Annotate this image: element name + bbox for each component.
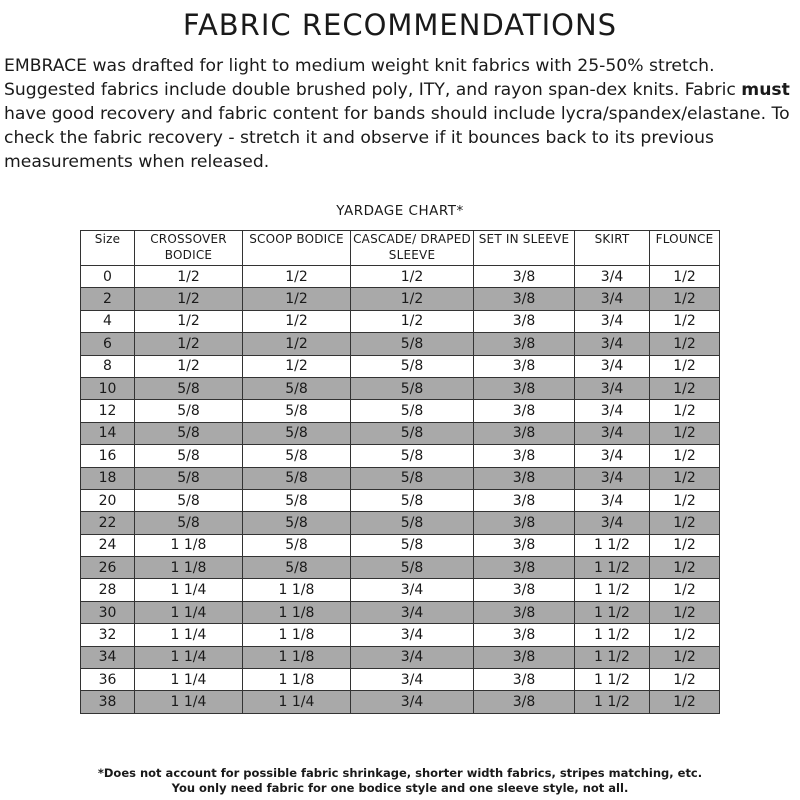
cell-crossover-bodice: 1/2	[135, 333, 243, 355]
cell-skirt: 3/4	[575, 266, 650, 288]
cell-cascade-sleeve: 5/8	[351, 445, 474, 467]
cell-cascade-sleeve: 3/4	[351, 646, 474, 668]
cell-flounce: 1/2	[650, 422, 720, 444]
cell-scoop-bodice: 1/2	[243, 288, 351, 310]
intro-paragraph	[4, 54, 798, 174]
cell-scoop-bodice: 5/8	[243, 512, 351, 534]
cell-skirt: 1 1/2	[575, 534, 650, 556]
cell-scoop-bodice: 5/8	[243, 422, 351, 444]
cell-crossover-bodice: 5/8	[135, 422, 243, 444]
cell-set-in-sleeve: 3/8	[474, 288, 575, 310]
cell-scoop-bodice: 5/8	[243, 489, 351, 511]
intro-emphasis: must	[741, 80, 790, 100]
cell-scoop-bodice: 1 1/8	[243, 601, 351, 623]
cell-size: 8	[81, 355, 135, 377]
cell-cascade-sleeve: 5/8	[351, 400, 474, 422]
cell-scoop-bodice: 1 1/8	[243, 646, 351, 668]
table-row	[81, 467, 720, 489]
cell-size: 30	[81, 601, 135, 623]
intro-text-part2: have good recovery and fabric content for bands should include lycra/spandex/elastane. To check the fabric recovery - stretch it and observe if it bounces back to its previous measurements when released.	[4, 104, 790, 172]
cell-set-in-sleeve: 3/8	[474, 534, 575, 556]
cell-crossover-bodice: 5/8	[135, 400, 243, 422]
table-row	[81, 534, 720, 556]
cell-cascade-sleeve: 5/8	[351, 333, 474, 355]
cell-flounce: 1/2	[650, 512, 720, 534]
header-cascade-sleeve: CASCADE/ DRAPED SLEEVE	[351, 231, 474, 266]
cell-size: 34	[81, 646, 135, 668]
cell-skirt: 3/4	[575, 445, 650, 467]
table-row	[81, 512, 720, 534]
cell-crossover-bodice: 1 1/8	[135, 534, 243, 556]
cell-set-in-sleeve: 3/8	[474, 310, 575, 332]
cell-scoop-bodice: 1/2	[243, 266, 351, 288]
header-flounce: FLOUNCE	[650, 231, 720, 266]
cell-flounce: 1/2	[650, 355, 720, 377]
cell-flounce: 1/2	[650, 333, 720, 355]
cell-set-in-sleeve: 3/8	[474, 467, 575, 489]
cell-flounce: 1/2	[650, 579, 720, 601]
cell-crossover-bodice: 1/2	[135, 266, 243, 288]
cell-crossover-bodice: 1 1/4	[135, 646, 243, 668]
cell-scoop-bodice: 1/2	[243, 355, 351, 377]
cell-scoop-bodice: 1 1/4	[243, 691, 351, 713]
cell-flounce: 1/2	[650, 624, 720, 646]
cell-size: 4	[81, 310, 135, 332]
table-row	[81, 288, 720, 310]
cell-skirt: 1 1/2	[575, 601, 650, 623]
cell-size: 2	[81, 288, 135, 310]
cell-crossover-bodice: 1 1/4	[135, 579, 243, 601]
yardage-table	[80, 230, 720, 714]
cell-skirt: 1 1/2	[575, 579, 650, 601]
table-row	[81, 669, 720, 691]
header-crossover-bodice: CROSSOVER BODICE	[135, 231, 243, 266]
intro-text-part1: EMBRACE was drafted for light to medium weight knit fabrics with 25-50% stretch. Suggested fabrics include double brushed poly, ITY, and rayon span-dex knits. Fabric	[4, 56, 742, 100]
cell-skirt: 1 1/2	[575, 557, 650, 579]
cell-flounce: 1/2	[650, 534, 720, 556]
cell-flounce: 1/2	[650, 266, 720, 288]
cell-cascade-sleeve: 5/8	[351, 377, 474, 399]
table-row	[81, 333, 720, 355]
cell-size: 10	[81, 377, 135, 399]
footnote-line-2: You only need fabric for one bodice style and one sleeve style, not all.	[171, 781, 629, 795]
table-row	[81, 557, 720, 579]
cell-size: 24	[81, 534, 135, 556]
table-row	[81, 445, 720, 467]
cell-flounce: 1/2	[650, 669, 720, 691]
cell-set-in-sleeve: 3/8	[474, 601, 575, 623]
cell-crossover-bodice: 5/8	[135, 489, 243, 511]
footnote-line-1: *Does not account for possible fabric shrinkage, shorter width fabrics, stripes matching, etc.	[97, 766, 703, 780]
cell-skirt: 3/4	[575, 377, 650, 399]
cell-set-in-sleeve: 3/8	[474, 377, 575, 399]
cell-set-in-sleeve: 3/8	[474, 400, 575, 422]
cell-size: 14	[81, 422, 135, 444]
cell-cascade-sleeve: 3/4	[351, 624, 474, 646]
cell-skirt: 1 1/2	[575, 624, 650, 646]
cell-scoop-bodice: 1/2	[243, 333, 351, 355]
cell-size: 26	[81, 557, 135, 579]
cell-scoop-bodice: 5/8	[243, 377, 351, 399]
cell-skirt: 3/4	[575, 310, 650, 332]
table-row	[81, 422, 720, 444]
cell-cascade-sleeve: 3/4	[351, 579, 474, 601]
cell-skirt: 3/4	[575, 400, 650, 422]
table-row	[81, 579, 720, 601]
cell-cascade-sleeve: 5/8	[351, 557, 474, 579]
cell-size: 18	[81, 467, 135, 489]
cell-scoop-bodice: 5/8	[243, 534, 351, 556]
cell-skirt: 3/4	[575, 288, 650, 310]
cell-crossover-bodice: 5/8	[135, 377, 243, 399]
table-row	[81, 691, 720, 713]
cell-skirt: 3/4	[575, 467, 650, 489]
cell-size: 12	[81, 400, 135, 422]
cell-set-in-sleeve: 3/8	[474, 489, 575, 511]
cell-set-in-sleeve: 3/8	[474, 669, 575, 691]
cell-size: 22	[81, 512, 135, 534]
cell-size: 0	[81, 266, 135, 288]
page-title: FABRIC RECOMMENDATIONS	[182, 8, 618, 42]
cell-crossover-bodice: 1 1/8	[135, 557, 243, 579]
cell-crossover-bodice: 1 1/4	[135, 691, 243, 713]
cell-size: 28	[81, 579, 135, 601]
header-skirt: SKIRT	[575, 231, 650, 266]
cell-scoop-bodice: 1 1/8	[243, 579, 351, 601]
cell-skirt: 3/4	[575, 422, 650, 444]
cell-crossover-bodice: 5/8	[135, 467, 243, 489]
cell-skirt: 1 1/2	[575, 691, 650, 713]
cell-skirt: 3/4	[575, 355, 650, 377]
yardage-chart-title: YARDAGE CHART*	[336, 203, 464, 219]
table-row	[81, 310, 720, 332]
cell-size: 6	[81, 333, 135, 355]
cell-scoop-bodice: 5/8	[243, 467, 351, 489]
table-row	[81, 601, 720, 623]
cell-flounce: 1/2	[650, 489, 720, 511]
table-header-row	[81, 231, 720, 266]
cell-cascade-sleeve: 3/4	[351, 691, 474, 713]
cell-scoop-bodice: 1 1/8	[243, 669, 351, 691]
cell-set-in-sleeve: 3/8	[474, 512, 575, 534]
cell-flounce: 1/2	[650, 288, 720, 310]
cell-flounce: 1/2	[650, 400, 720, 422]
cell-flounce: 1/2	[650, 377, 720, 399]
table-row	[81, 624, 720, 646]
cell-size: 38	[81, 691, 135, 713]
cell-flounce: 1/2	[650, 310, 720, 332]
cell-crossover-bodice: 1/2	[135, 355, 243, 377]
cell-cascade-sleeve: 5/8	[351, 355, 474, 377]
cell-skirt: 3/4	[575, 333, 650, 355]
cell-scoop-bodice: 5/8	[243, 445, 351, 467]
cell-size: 36	[81, 669, 135, 691]
table-row	[81, 400, 720, 422]
cell-crossover-bodice: 1/2	[135, 288, 243, 310]
cell-skirt: 3/4	[575, 512, 650, 534]
cell-set-in-sleeve: 3/8	[474, 355, 575, 377]
cell-cascade-sleeve: 5/8	[351, 534, 474, 556]
header-set-in-sleeve: SET IN SLEEVE	[474, 231, 575, 266]
cell-cascade-sleeve: 3/4	[351, 601, 474, 623]
cell-set-in-sleeve: 3/8	[474, 333, 575, 355]
cell-flounce: 1/2	[650, 691, 720, 713]
cell-cascade-sleeve: 3/4	[351, 669, 474, 691]
cell-crossover-bodice: 1 1/4	[135, 624, 243, 646]
cell-skirt: 1 1/2	[575, 646, 650, 668]
cell-cascade-sleeve: 1/2	[351, 266, 474, 288]
table-row	[81, 489, 720, 511]
header-size: Size	[81, 231, 135, 266]
cell-crossover-bodice: 1 1/4	[135, 601, 243, 623]
cell-skirt: 1 1/2	[575, 669, 650, 691]
cell-flounce: 1/2	[650, 646, 720, 668]
cell-cascade-sleeve: 5/8	[351, 467, 474, 489]
cell-flounce: 1/2	[650, 601, 720, 623]
cell-crossover-bodice: 1/2	[135, 310, 243, 332]
cell-size: 16	[81, 445, 135, 467]
cell-crossover-bodice: 1 1/4	[135, 669, 243, 691]
cell-set-in-sleeve: 3/8	[474, 445, 575, 467]
table-row	[81, 646, 720, 668]
cell-cascade-sleeve: 5/8	[351, 422, 474, 444]
cell-cascade-sleeve: 1/2	[351, 310, 474, 332]
cell-crossover-bodice: 5/8	[135, 445, 243, 467]
cell-size: 20	[81, 489, 135, 511]
cell-scoop-bodice: 5/8	[243, 557, 351, 579]
cell-scoop-bodice: 1 1/8	[243, 624, 351, 646]
cell-cascade-sleeve: 1/2	[351, 288, 474, 310]
cell-set-in-sleeve: 3/8	[474, 422, 575, 444]
cell-set-in-sleeve: 3/8	[474, 266, 575, 288]
cell-size: 32	[81, 624, 135, 646]
cell-flounce: 1/2	[650, 445, 720, 467]
cell-cascade-sleeve: 5/8	[351, 489, 474, 511]
table-row	[81, 377, 720, 399]
cell-cascade-sleeve: 5/8	[351, 512, 474, 534]
yardage-table-body	[81, 266, 720, 714]
table-row	[81, 355, 720, 377]
cell-crossover-bodice: 5/8	[135, 512, 243, 534]
cell-set-in-sleeve: 3/8	[474, 557, 575, 579]
cell-scoop-bodice: 5/8	[243, 400, 351, 422]
cell-set-in-sleeve: 3/8	[474, 691, 575, 713]
cell-flounce: 1/2	[650, 557, 720, 579]
cell-set-in-sleeve: 3/8	[474, 646, 575, 668]
header-scoop-bodice: SCOOP BODICE	[243, 231, 351, 266]
footnote	[0, 766, 800, 796]
table-row	[81, 266, 720, 288]
cell-skirt: 3/4	[575, 489, 650, 511]
cell-set-in-sleeve: 3/8	[474, 579, 575, 601]
cell-scoop-bodice: 1/2	[243, 310, 351, 332]
cell-set-in-sleeve: 3/8	[474, 624, 575, 646]
cell-flounce: 1/2	[650, 467, 720, 489]
